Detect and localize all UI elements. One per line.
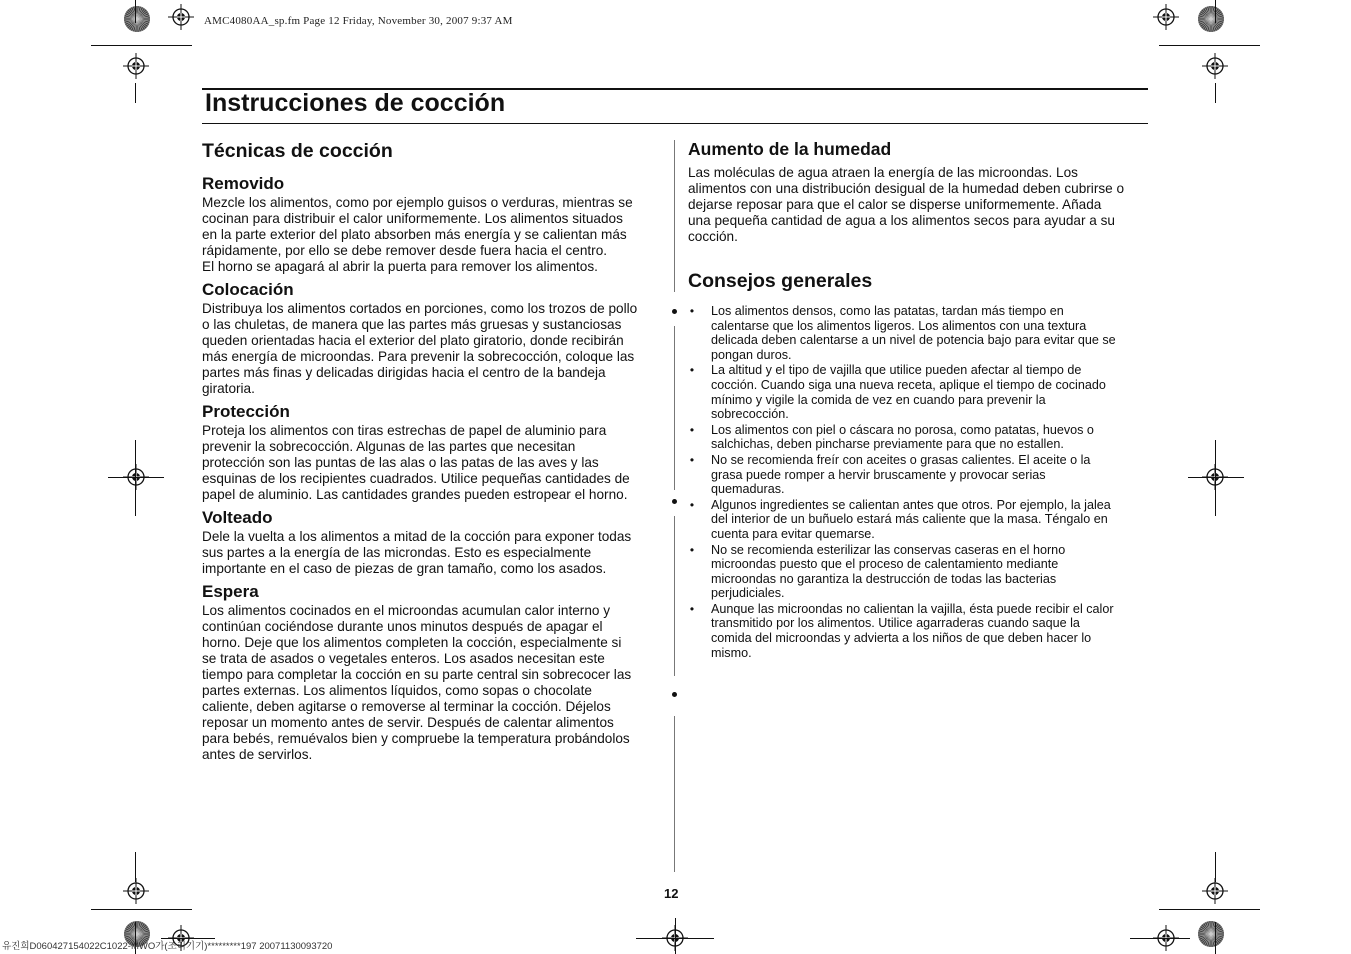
text-line: El horno se apagará al abrir la puerta para remover los alimentos.: [202, 259, 598, 274]
registration-crosshair-icon: [1153, 4, 1179, 30]
text-line: Mezcle los alimentos, como por ejemplo guisos o verduras, mientras se: [202, 195, 633, 210]
bullet-icon: •: [689, 452, 695, 467]
text-line: cocinan para distribuir el calor uniformemente. Los alimentos situados: [202, 211, 623, 226]
starburst-target-icon: [123, 5, 151, 33]
text-line: prevenir la sobrecocción. Algunas de las partes que necesitan: [202, 439, 576, 454]
column-divider-top: [674, 140, 675, 292]
text-line: cuenta para evitar quemarse.: [711, 526, 875, 541]
text-line: Los alimentos densos, como las patatas, tardan más tiempo en: [711, 304, 1064, 318]
text-line: La altitud y el tipo de vajilla que utilice pueden afectar al tiempo de: [711, 363, 1082, 378]
page-title: Instrucciones de cocción: [205, 89, 506, 117]
text-line: dejarse reposar para que el calor se disperse uniformemente. Añada: [688, 197, 1102, 212]
text-line: se trata de asados o vegetales enteros. Los asados necesitan este: [202, 651, 605, 666]
section-heading: Colocación: [202, 280, 294, 299]
text-line: sobrecocción.: [711, 407, 789, 422]
text-line: salchichas, deben pincharse previamente para que no estallen.: [711, 437, 1064, 452]
file-stamp: AMC4080AA_sp.fm Page 12 Friday, November 30, 2007 9:37 AM: [204, 15, 513, 27]
text-line: queden orientadas hacia el exterior del plato giratorio, donde recibirán: [202, 333, 624, 348]
techniques-heading: Técnicas de cocción: [202, 140, 393, 162]
crop-line: [135, 0, 136, 23]
page-number: 12: [664, 886, 679, 901]
text-line: Distribuya los alimentos cortados en porciones, como los trozos de pollo: [202, 301, 638, 316]
tip-item: [688, 453, 1148, 497]
tip-item: [688, 498, 1148, 542]
tip-item: [688, 304, 1148, 362]
section-body: [202, 423, 660, 503]
crop-line: [1215, 922, 1216, 954]
text-line: para bebés, remuévalos bien y compruebe la temperatura probándolos: [202, 731, 630, 746]
section-heading: Removido: [202, 174, 285, 193]
text-line: partes más finas y delicadas dirigidas hacia el centro de la bandeja: [202, 365, 606, 380]
tip-item: [688, 363, 1148, 421]
text-line: cocción.: [688, 229, 738, 244]
text-line: grasa puede romper a hervir bruscamente y provocar serias: [711, 467, 1046, 482]
text-line: esquinas de los recipientes cuadrados. Utilice pequeñas cantidades de: [202, 471, 630, 486]
footer-stamp: 유진희D060427154022C1022-MWO가(조리기기)*********197 20071130093720: [2, 941, 333, 952]
text-line: Aunque las microondas no calientan la vajilla, ésta puede recibir el calor: [711, 601, 1114, 616]
text-line: mínimo y vigile la comida de vez en cuando para prevenir la: [711, 392, 1046, 407]
section-body: [202, 195, 660, 275]
text-line: cocción. Cuando siga una nueva receta, aplique el tiempo de cocinado: [711, 377, 1106, 392]
text-line: calentarse que los alimentos ligeros. Los alimentos con una textura: [711, 318, 1087, 333]
text-line: reposar un momento antes de servir. Después de calentar alimentos: [202, 715, 614, 730]
crop-line: [1215, 852, 1216, 882]
text-line: continúan cociéndose durante unos minutos después de apagar el: [202, 619, 603, 634]
text-line: comida del microondas y advierta a los niños de que deben hacer lo: [711, 631, 1092, 646]
section-body: [202, 529, 660, 577]
text-line: pongan duros.: [711, 347, 792, 362]
crop-line: [91, 909, 192, 910]
text-line: No se recomienda freír con aceites o grasas calientes. El aceite o la: [711, 452, 1091, 467]
text-line: rápidamente, por ello se debe remover desde fuera hacia el centro.: [202, 243, 608, 258]
crop-line: [91, 45, 192, 46]
bullet-icon: •: [689, 422, 695, 437]
bullet-icon: •: [689, 601, 695, 616]
text-line: más energía de microondas. Para prevenir la sobrecocción, coloque las: [202, 349, 635, 364]
column-divider-mid: [674, 326, 675, 490]
tip-item: [688, 543, 1148, 601]
text-line: protección son las puntas de las alas o las patas de las aves y las: [202, 455, 599, 470]
humidity-heading: Aumento de la humedad: [688, 139, 892, 159]
registration-crosshair-icon: [123, 878, 149, 904]
bullet-icon: •: [689, 497, 695, 512]
humidity-text: [688, 165, 1148, 245]
text-line: Dele la vuelta a los alimentos a mitad de la cocción para exponer todas: [202, 529, 632, 544]
section-body: [202, 301, 660, 397]
text-line: microondas no garantiza la destrucción de todas las bacterias: [711, 571, 1057, 586]
crop-line: [1130, 938, 1190, 939]
crop-line: [1215, 440, 1216, 516]
registration-crosshair-icon: [168, 4, 194, 30]
title-bottom-rule: [202, 123, 1148, 124]
text-line: perjudiciales.: [711, 586, 785, 601]
tips-list: [688, 304, 1148, 660]
text-line: giratoria.: [202, 381, 255, 396]
bullet-icon: •: [689, 363, 695, 378]
text-line: antes de servirlos.: [202, 747, 313, 762]
text-line: mismo.: [711, 645, 752, 660]
registration-crosshair-icon: [123, 53, 149, 79]
text-line: delicada deben calentarse a un nivel de potencia bajo para evitar que se: [711, 333, 1116, 348]
text-line: quemaduras.: [711, 482, 785, 497]
crop-line: [1188, 477, 1244, 478]
text-line: No se recomienda esterilizar las conservas caseras en el horno: [711, 542, 1066, 557]
text-line: una pequeña cantidad de agua a los alimentos secos para ayudar a su: [688, 213, 1115, 228]
text-line: partes externas. Los alimentos líquidos, como sopas o chocolate: [202, 683, 592, 698]
crop-line: [1159, 909, 1260, 910]
starburst-target-icon: [1197, 920, 1225, 948]
text-line: Las moléculas de agua atraen la energía de las microondas. Los: [688, 165, 1078, 180]
crop-line: [1159, 45, 1260, 46]
crop-line: [675, 918, 676, 954]
column-dot: [672, 499, 677, 504]
registration-crosshair-icon: [1202, 53, 1228, 79]
column-divider-lower: [674, 516, 675, 676]
section-body: [202, 603, 660, 763]
starburst-target-icon: [1197, 5, 1225, 33]
crop-line: [135, 852, 136, 882]
text-line: del interior de un buñuelo estará más caliente que la masa. Téngalo en: [711, 512, 1108, 527]
text-line: papel de aluminio. Las cantidades grandes pueden estropear el horno.: [202, 487, 628, 502]
text-line: transmitido por los alimentos. Utilice agarraderas cuando saque la: [711, 616, 1080, 631]
crop-line: [1215, 83, 1216, 103]
crop-line: [135, 440, 136, 516]
column-dot: [672, 692, 677, 697]
tips-heading: Consejos generales: [688, 270, 873, 292]
bullet-icon: •: [689, 304, 695, 318]
humidity-body: [688, 165, 1148, 245]
text-line: horno. Deje que los alimentos completen la cocción, especialmente si: [202, 635, 622, 650]
crop-line: [135, 83, 136, 103]
crop-line: [1215, 0, 1216, 23]
text-line: caliente, deben agitarse o removerse al terminar la cocción. Déjelos: [202, 699, 611, 714]
text-line: alimentos con una distribución desigual de la humedad deben cubrirse o: [688, 181, 1125, 196]
text-line: en la parte exterior del plato absorben más energía y se calientan más: [202, 227, 627, 242]
text-line: tiempo para completar la cocción en su parte central sin sobrecocer las: [202, 667, 632, 682]
section-heading: Volteado: [202, 508, 273, 527]
text-line: importante en el caso de piezas de gran tamaño, como los asados.: [202, 561, 607, 576]
tip-item: [688, 602, 1148, 660]
text-line: Proteja los alimentos con tiras estrechas de papel de aluminio para: [202, 423, 607, 438]
bullet-icon: •: [689, 542, 695, 557]
tip-item: [688, 423, 1148, 452]
section-heading: Protección: [202, 402, 290, 421]
text-line: o las chuletas, de manera que las partes más gruesas y sustanciosas: [202, 317, 622, 332]
column-divider-bottom: [674, 716, 675, 872]
left-column: [202, 138, 660, 763]
text-line: Los alimentos con piel o cáscara no porosa, como patatas, huevos o: [711, 422, 1094, 437]
text-line: Algunos ingredientes se calientan antes que otros. Por ejemplo, la jalea: [711, 497, 1111, 512]
text-line: Los alimentos cocinados en el microondas acumulan calor interno y: [202, 603, 611, 618]
technique-sections: [202, 173, 660, 763]
section-heading: Espera: [202, 582, 259, 601]
right-column: [688, 138, 1148, 661]
text-line: microondas puesto que el proceso de calentamiento mediante: [711, 557, 1059, 572]
column-dot: [672, 309, 677, 314]
text-line: sus partes a la energía de las microndas. Esto es especialmente: [202, 545, 592, 560]
crop-line: [108, 477, 164, 478]
